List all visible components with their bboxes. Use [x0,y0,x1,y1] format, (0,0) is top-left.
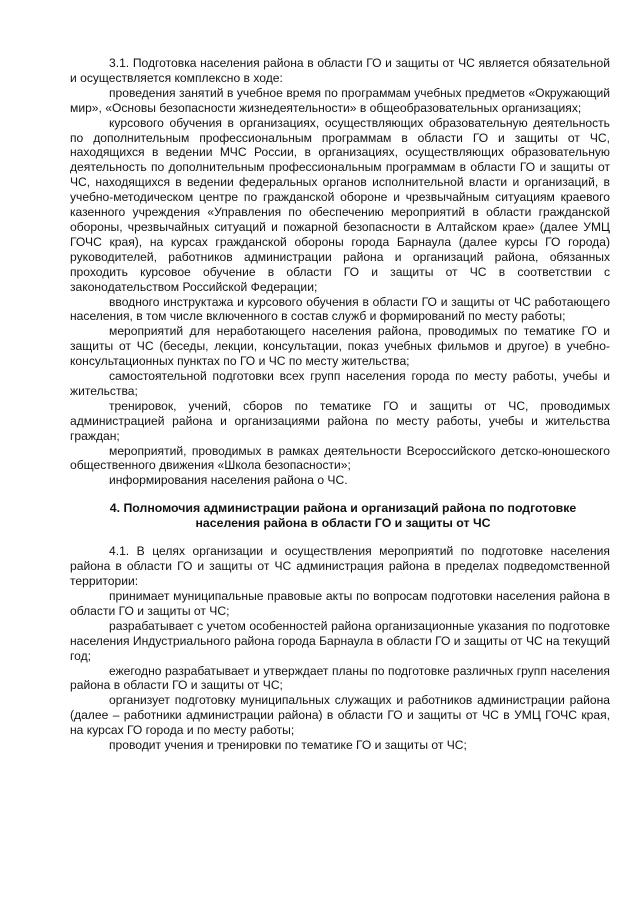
list-item-staff-training: организует подготовку муниципальных служащих и работников администрации района (далее – работники администрации района) в области ГО и защиты от ЧС в УМЦ ГОЧС края, на курсах ГО города и по месту работы; [70,693,610,738]
list-item-lessons: проведения занятий в учебное время по программам учебных предметов «Окружающий мир», «Основы безопасности жизнедеятельности» в общеобразовательных организациях; [70,85,610,115]
paragraph-4-1: 4.1. В целях организации и осуществления мероприятий по подготовке населения района в области ГО и защиты от ЧС администрация района в пределах подведомственной территории: [70,544,610,589]
list-item-legal-acts: принимает муниципальные правовые акты по вопросам подготовки населения района в области ГО и защиты от ЧС; [70,589,610,618]
list-item-annual-plans: ежегодно разрабатывает и утверждает планы по подготовке различных групп населения района в области ГО и защиты от ЧС; [70,663,610,693]
list-item-organizational-guidelines: разрабатывает с учетом особенностей района организационные указания по подготовке населения Индустриального района города Барнаула в области ГО и защиты от ЧС на текущий год; [70,618,610,663]
list-item-safety-school: мероприятий, проводимых в рамках деятельности Всероссийского детско-юношеского общественного движения «Школа безопасности»; [70,443,610,473]
list-item-self-training: самостоятельной подготовки всех групп населения города по месту работы, учебы и жительства; [70,369,610,398]
list-item-informing: информирования населения района о ЧС. [109,473,348,488]
spacer [70,488,610,501]
paragraph-3-1: 3.1. Подготовка населения района в области ГО и защиты от ЧС является обязательной и осуществляется комплексно в ходе: [70,56,610,85]
list-item-course-training: курсового обучения в организациях, осуществляющих образовательную деятельность по дополнительным профессиональным программам в области ГО и защиты от ЧС, находящихся в ведении МЧС России, в организациях, осуществляющих образовательную деятельность по дополнительным профессиональным программам в области ГО и защиты от ЧС, находящихся в ведении федеральных органов исполнительной власти и организаций, в учебно-методическом центре по гражданской обороне и чрезвычайным ситуациям краевого казенного учреждения «Управления по обеспечению мероприятий в области гражданской обороны, чрезвычайных ситуаций и пожарной безопасности в Алтайском крае» (далее УМЦ ГОЧС края), на курсах гражданской обороны города Барнаула (далее курсы ГО города) руководителей, работников администрации района и организаций района, обязанных проходить курсовое обучение в области ГО и защиты от ЧС в соответствии с законодательством Российской Федерации; [70,115,610,294]
list-item-introductory-briefing: вводного инструктажа и курсового обучения в области ГО и защиты от ЧС работающего населения, в том числе включенного в состав служб и формирований по месту работы; [70,294,610,324]
section-4-heading [70,501,610,531]
document-body [70,56,610,753]
section-4-heading-line2: населения района в области ГО и защиты от ЧС [195,516,491,531]
list-item-unemployed-events: мероприятий для неработающего населения района, проводимых по тематике ГО и защиты от ЧС (беседы, лекции, консультации, показ учебных фильмов и другое) в учебно-консультационных пунктах по ГО и ЧС по месту жительства; [70,324,610,369]
spacer [70,531,610,544]
section-4-heading-line1: 4. Полномочия администрации района и организаций района по подготовке [109,501,577,516]
list-item-exercises: тренировок, учений, сборов по тематике ГО и защиты от ЧС, проводимых администрацией района и организациями района по месту работы, учебы и жительства граждан; [70,398,610,443]
list-item-drills: проводит учения и тренировки по тематике ГО и защиты от ЧС; [109,738,467,753]
